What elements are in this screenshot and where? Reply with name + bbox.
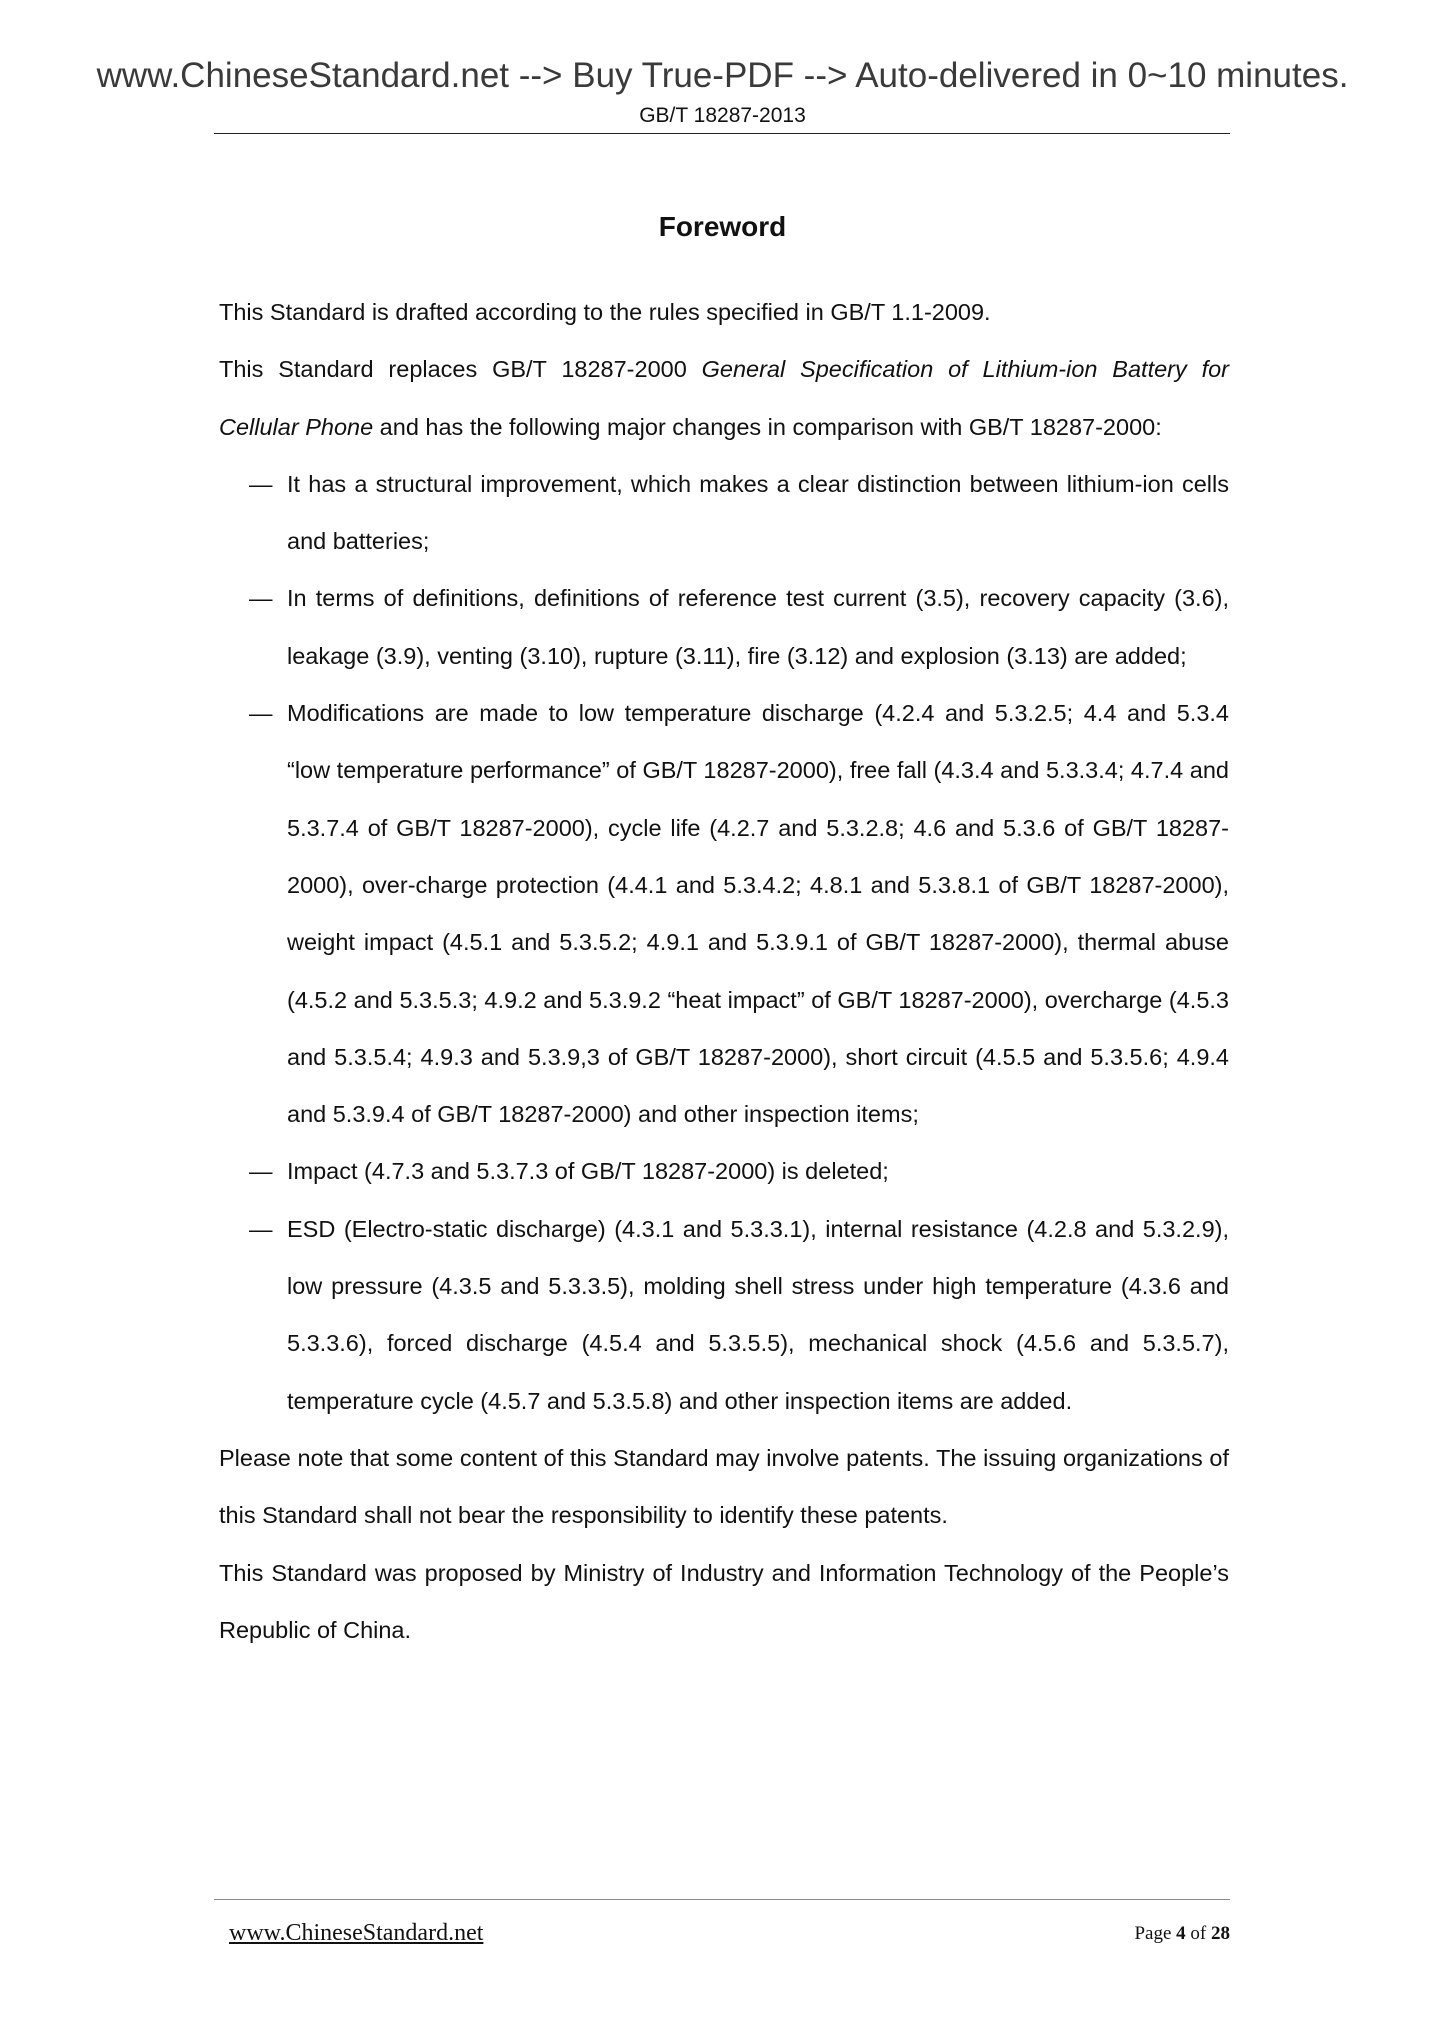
paragraph-patents: Please note that some content of this Standard may involve patents. The issuing organizations of this Standard shall not bear the responsibility to identify these patents. — [219, 1444, 1229, 1529]
change-item — [219, 570, 1229, 685]
dash-bullet: — — [249, 1215, 273, 1242]
replaced-standard-title: General Specification of Lithium-ion Battery for Cellular Phone — [219, 356, 1230, 440]
dash-bullet: — — [249, 700, 273, 727]
page-label: Page — [1134, 1923, 1172, 1944]
change-item-text: It has a structural improvement, which makes a clear distinction between lithium-ion cells and batteries; — [287, 470, 1229, 555]
change-item — [219, 1201, 1229, 1430]
change-item-text: Impact (4.7.3 and 5.3.7.3 of GB/T 18287-2000) is deleted; — [287, 1158, 889, 1185]
change-item — [219, 1143, 1229, 1200]
paragraph-drafting-rules: This Standard is drafted according to the rules specified in GB/T 1.1-2009. — [219, 299, 991, 325]
footer-divider — [214, 1899, 1230, 1900]
dash-bullet: — — [249, 1158, 273, 1185]
dash-bullet: — — [249, 585, 273, 612]
replaces-text-before: This Standard replaces GB/T 18287-2000 — [219, 356, 702, 383]
change-item-text: Modifications are made to low temperature discharge (4.2.4 and 5.3.2.5; 4.4 and 5.3.4 “low temperature performance” of GB/T 18287-2000), free fall (4.3.4 and 5.3.3.4; 4.7.4 and 5.3.7.4 of GB/T 18287-2000), cycle life (4.2.7 and 5.3.2.8; 4.6 and 5.3.6 of GB/T 18287-2000), over-charge protection (4.4.1 and 5.3.4.2; 4.8.1 and 5.3.8.1 of GB/T 18287-2000), weight impact (4.5.1 and 5.3.5.2; 4.9.1 and 5.3.9.1 of GB/T 18287-2000), thermal abuse (4.5.2 and 5.3.5.3; 4.9.2 and 5.3.9.2 “heat impact” of GB/T 18287-2000), overcharge (4.5.3 and 5.3.5.4; 4.9.3 and 5.3.9,3 of GB/T 18287-2000), short circuit (4.5.5 and 5.3.5.6; 4.9.4 and 5.3.9.4 of GB/T 18287-2000) and other inspection items; — [287, 700, 1229, 1128]
replaces-text-after: and has the following major changes in comparison with GB/T 18287-2000: — [373, 413, 1162, 440]
standard-code: GB/T 18287-2013 — [639, 104, 806, 127]
page-indicator — [1134, 1923, 1230, 1945]
dash-bullet: — — [249, 470, 273, 497]
of-label: of — [1190, 1923, 1207, 1944]
paragraph-replaces — [219, 341, 1229, 456]
page-number: 4 — [1176, 1923, 1186, 1944]
page-total: 28 — [1211, 1923, 1230, 1944]
header-banner: www.ChineseStandard.net --> Buy True-PDF --> Auto-delivered in 0~10 minutes. — [96, 56, 1349, 95]
footer-website-link[interactable]: www.ChineseStandard.net — [229, 1920, 484, 1946]
change-item — [219, 685, 1229, 1143]
change-item — [219, 456, 1229, 571]
paragraph-proposed-by: This Standard was proposed by Ministry of Industry and Information Technology of the People’s Republic of China. — [219, 1559, 1229, 1643]
header-divider — [214, 133, 1230, 134]
page-title: Foreword — [658, 211, 787, 242]
change-item-text: ESD (Electro-static discharge) (4.3.1 and 5.3.3.1), internal resistance (4.2.8 and 5.3.2.9), low pressure (4.3.5 and 5.3.3.5), molding shell stress under high temperature (4.3.6 and 5.3.3.6), forced discharge (4.5.4 and 5.3.5.5), mechanical shock (4.5.6 and 5.3.5.7), temperature cycle (4.5.7 and 5.3.5.8) and other inspection items are added. — [287, 1215, 1229, 1414]
foreword-body — [219, 284, 1229, 1659]
change-item-text: In terms of definitions, definitions of reference test current (3.5), recovery capacity (3.6), leakage (3.9), venting (3.10), rupture (3.11), fire (3.12) and explosion (3.13) are added; — [287, 585, 1229, 669]
